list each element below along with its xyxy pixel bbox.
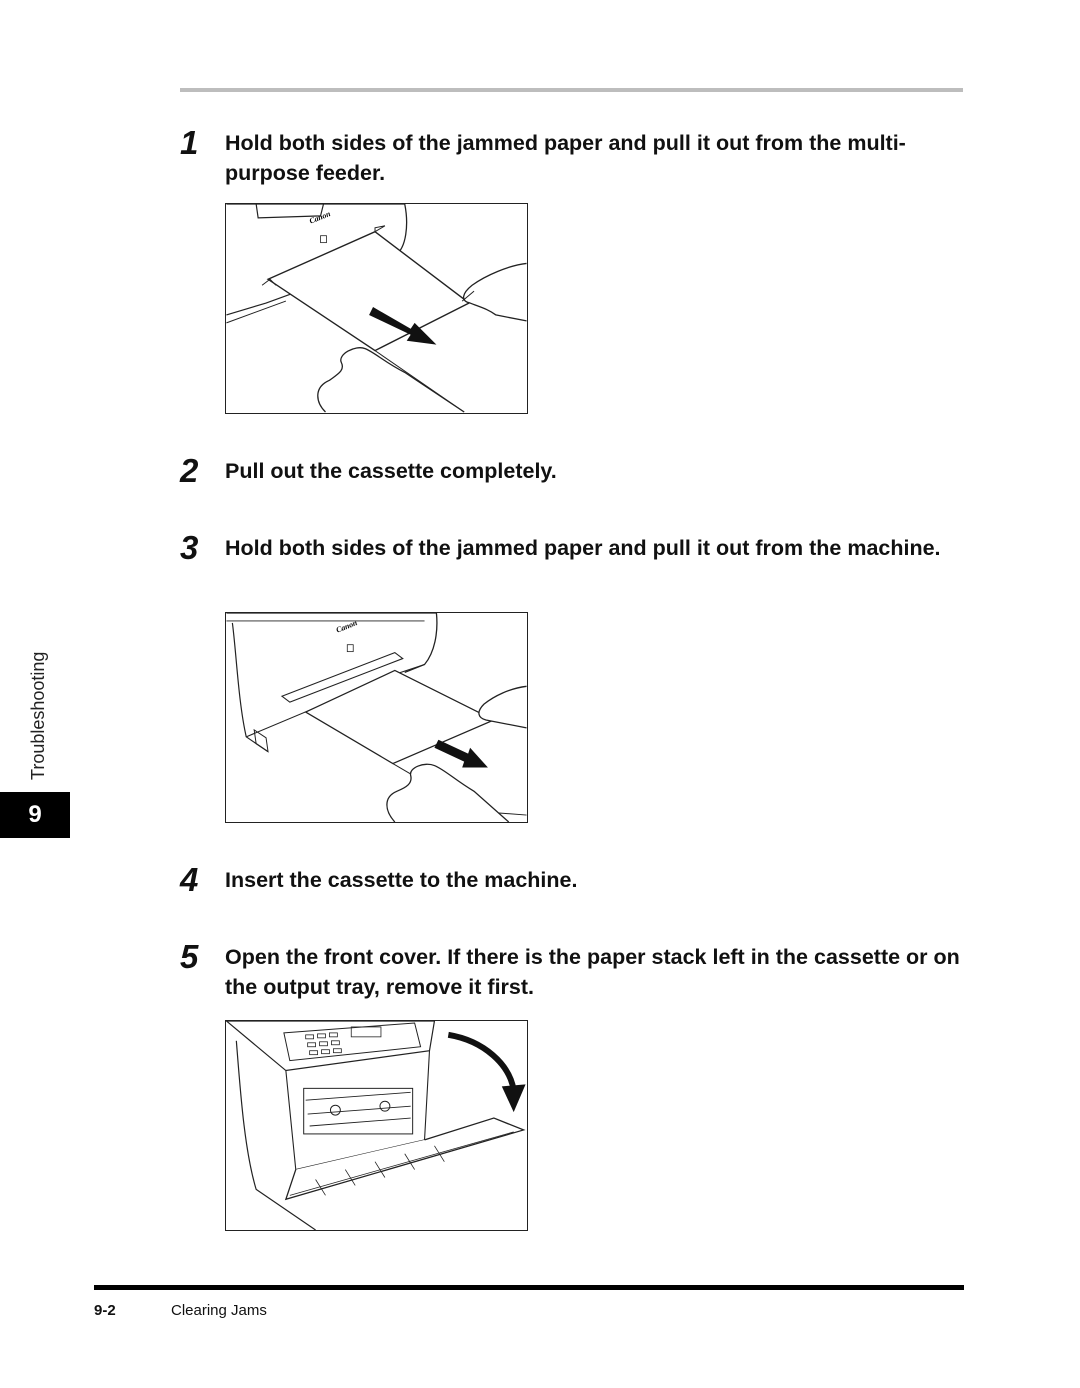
step-number: 2	[180, 452, 199, 489]
step-number: 3	[180, 529, 199, 566]
chapter-tab	[0, 792, 70, 838]
bottom-rule	[94, 1285, 964, 1290]
illustration-pull-paper-feeder	[226, 204, 527, 413]
illustration-pull-paper-machine	[226, 613, 527, 822]
step-instruction: Open the front cover. If there is the paper stack left in the cassette or on the output tray, remove it first.	[225, 945, 960, 999]
illustration-open-front-cover	[226, 1021, 527, 1230]
canon-logo: Canon	[308, 209, 332, 226]
figure-multipurpose-feeder-jam	[225, 203, 528, 414]
step-instruction: Insert the cassette to the machine.	[225, 868, 578, 892]
step-instruction: Hold both sides of the jammed paper and pull it out from the machine.	[225, 536, 941, 560]
step-number: 4	[180, 861, 199, 898]
canon-logo: Canon	[334, 618, 359, 635]
page-title: Clearing Jams	[171, 1302, 267, 1319]
top-rule	[180, 88, 963, 92]
page-number: 9-2	[94, 1302, 116, 1319]
figure-open-front-cover	[225, 1020, 528, 1231]
step-instruction: Hold both sides of the jammed paper and pull it out from the multi-purpose feeder.	[225, 131, 906, 185]
section-label: Troubleshooting	[28, 651, 48, 780]
chapter-number: 9	[28, 801, 42, 828]
step-number: 5	[180, 938, 199, 975]
step-number: 1	[180, 124, 199, 161]
step-instruction: Pull out the cassette completely.	[225, 459, 557, 483]
figure-machine-jam	[225, 612, 528, 823]
